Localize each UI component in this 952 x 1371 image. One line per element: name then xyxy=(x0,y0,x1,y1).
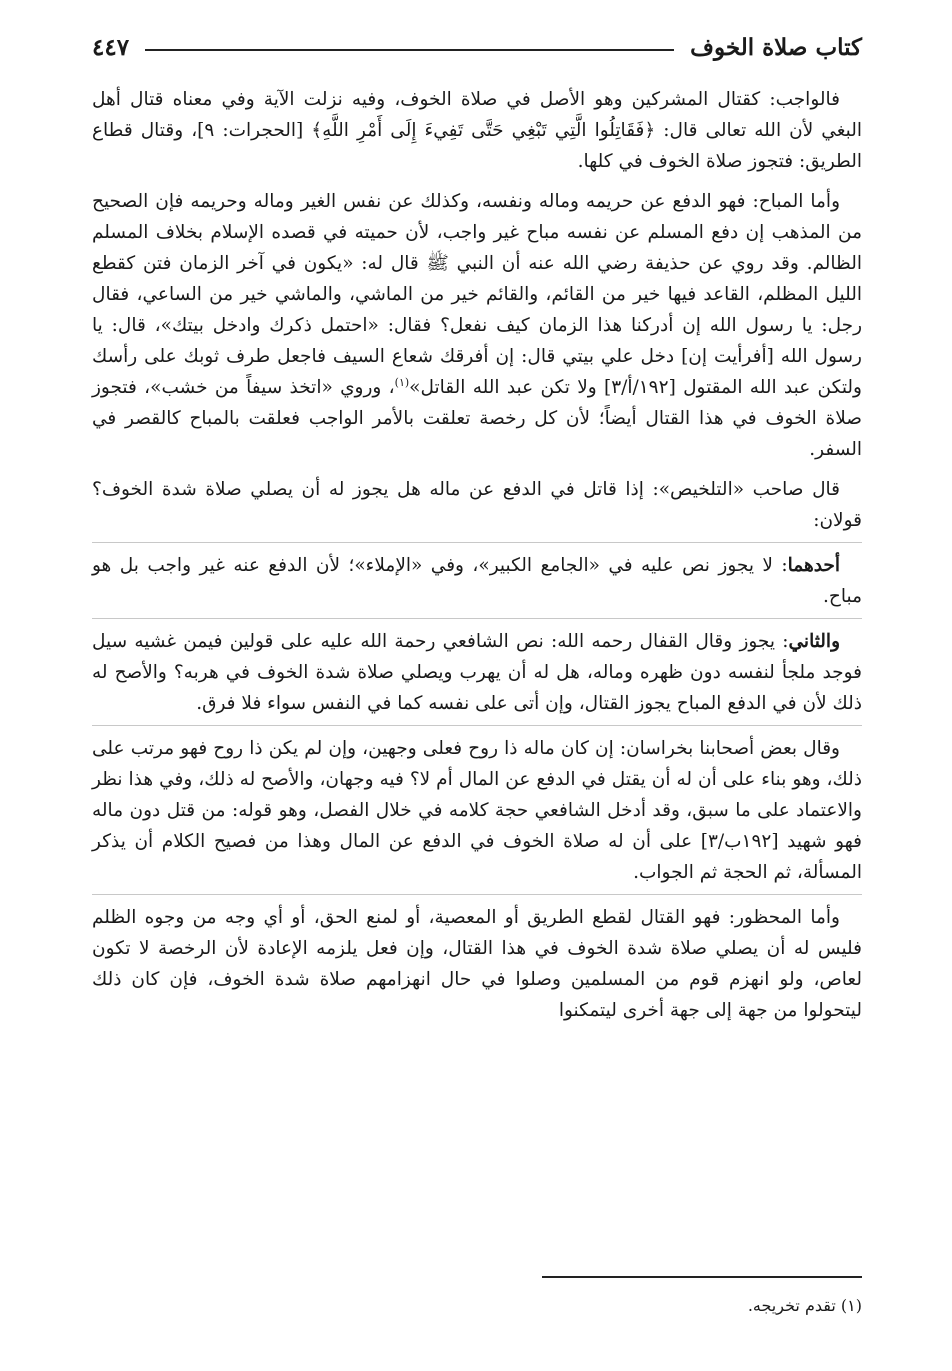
paragraph-text: : لا يجوز نص عليه في «الجامع الكبير»، وفي «الإملاء»؛ لأن الدفع عنه غير واجب بل هو مباح. xyxy=(92,555,862,607)
paragraph-talkhis xyxy=(92,474,862,543)
footnote-reference: (١) xyxy=(394,375,410,389)
running-title: كتاب صلاة الخوف xyxy=(690,33,862,61)
paragraph-lead: والثاني xyxy=(788,631,840,652)
page-header xyxy=(92,30,862,64)
paragraph-prohibited xyxy=(92,902,862,1030)
paragraph-obligatory xyxy=(92,84,862,181)
paragraph-lead: أحدهما xyxy=(787,555,840,576)
paragraph-text: قال صاحب «التلخيص»: إذا قاتل في الدفع عن ماله هل يجوز له أن يصلي صلاة شدة الخوف؟ قولان: xyxy=(92,479,862,531)
paragraph-text: فالواجب: كقتال المشركين وهو الأصل في صلاة الخوف، وفيه نزلت الآية وفي معناه قتال أهل البغي لأن الله تعالى قال: ﴿فَقَاتِلُوا الَّتِي تَبْغِي حَتَّى تَفِيءَ إِلَى أَمْرِ اللَّهِ﴾ [الحجرات: ٩]، وقتال قطاع الطريق: فتجوز صلاة الخوف في كلها. xyxy=(92,89,862,172)
paragraph-text: وأما المباح: فهو الدفع عن حريمه وماله ونفسه، وكذلك عن نفس الغير وماله وحريمه فإن الصحيح من المذهب إن دفع المسلم عن نفسه مباح غير واجب، لأن حميته في قصده الإسلام بخلاف المسلم الظالم. وقد روي عن حذيفة رضي الله عنه أن النبي ﷺ قال له: «يكون في آخر الزمان فتن كقطع الليل المظلم، القاعد فيها خير من القائم، والقائم خير من الماشي، والماشي خير من الساعي، فقال رجل: يا رسول الله إن أدركنا هذا الزمان كيف نفعل؟ فقال: «احتمل ذكرك وادخل بيتك»، قال: يا رسول الله [أفرأيت إن] دخل علي بيتي قال: إن أفرقك شعاع السيف فاجعل طرف ثوبك على رأسك ولتكن عبد الله المقتول [١٩٢/أ/٣] ولا تكن عبد الله القاتل» xyxy=(92,191,862,398)
page-number: ٤٤٧ xyxy=(92,33,130,61)
paragraph-text-continued: ، وروي «اتخذ سيفاً من خشب»، فتجوز صلاة الخوف في هذا القتال أيضاً؛ لأن كل رخصة تعلقت بالأمر الواجب فعلقت بالمباح كالقصر في السفر. xyxy=(92,377,862,460)
paragraph-text: وأما المحظور: فهو القتال لقطع الطريق أو المعصية، أو لمنع الحق، أو أي وجه من وجوه الظلم فليس له أن يصلي صلاة شدة الخوف في هذا القتال، وإن فعل يلزمه الإعادة لأن الرخصة لا تكون لعاص، ولو انهزم قوم من المسلمين وصلوا في حال انهزامهم صلاة شدة الخوف، فإن كان ذلك ليتحولوا من جهة إلى جهة أخرى ليتمكنوا xyxy=(92,907,862,1021)
paragraph-text: وقال بعض أصحابنا بخراسان: إن كان ماله ذا روح فعلى وجهين، وإن لم يكن ذا روح فهو مرتب على ذلك، وهو بناء على أن له أن يقتل في الدفع عن المال أم لا؟ فيه وجهان، والأصح له ذلك، وفي هذا نظر والاعتماد على ما سبق، وقد أدخل الشافعي حجة كلامه في خلال الفصل، وهو قوله: من قتل دون ماله فهو شهيد [١٩٢ب/٣] على أن له صلاة الخوف في الدفع عن المال وهذا من فصيح الكلام أن يذكر المسألة، ثم الحجة ثم الجواب. xyxy=(92,738,863,883)
paragraph-second-opinion xyxy=(92,626,862,726)
footnote-number: (١) xyxy=(840,1296,862,1315)
paragraph-text: : يجوز وقال القفال رحمه الله: نص الشافعي رحمة الله عليه على قولين فيمن غشيه سيل فوجد ملجأ لنفسه دون ظهره وماله، هل له أن يهرب ويصلي صلاة شدة الخوف في هربه؟ والأصح له ذلك لأن في الدفع المباح يجوز القتال، وإن أتى على نفسه كما في النفس سواء فلا فرق. xyxy=(92,631,862,714)
footnote xyxy=(92,1294,862,1318)
header-rule xyxy=(145,49,674,51)
footnote-rule xyxy=(542,1276,862,1278)
footnote-text: تقدم تخريجه. xyxy=(747,1296,836,1315)
paragraph-permissible xyxy=(92,186,862,469)
paragraph-khurasan xyxy=(92,733,862,895)
main-text xyxy=(92,84,862,1035)
paragraph-first-opinion xyxy=(92,550,862,619)
